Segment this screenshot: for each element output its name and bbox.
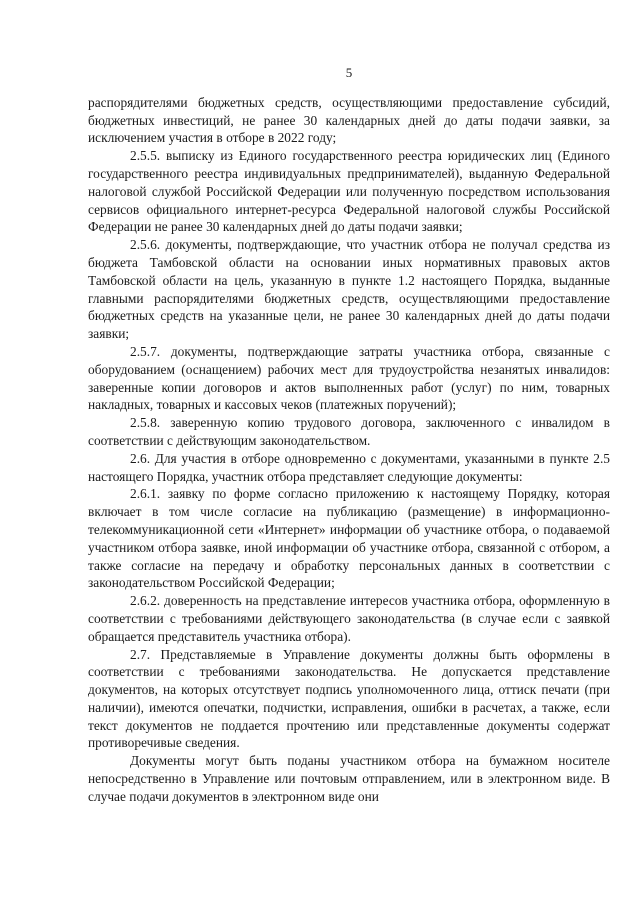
paragraph-2-5-6: 2.5.6. документы, подтверждающие, что участник отбора не получал средства из бюджета Тамбовской области на основании иных нормативных правовых актов Тамбовской области на цель, указанную в пункте 1.2 настоящего Порядка, выданные главными распорядителями бюджетных средств, осуществляющими предоставление бюджетных средств на указанные цели, не ранее 30 календарных дней до даты подачи заявки; <box>88 237 610 342</box>
paragraph-submission: Документы могут быть поданы участником отбора на бумажном носителе непосредственно в Управление или почтовым отправлением, или в электронном виде. В случае подачи документов в электронном виде они <box>88 753 610 804</box>
paragraph-2-5-7: 2.5.7. документы, подтверждающие затраты участника отбора, связанные с оборудованием (оснащением) рабочих мест для трудоустройства незанятых инвалидов: заверенные копии договоров и актов выполненных работ (услуг) по ним, товарных накладных, товарных и кассовых чеков (платежных поручений); <box>88 343 610 413</box>
paragraph-2-7: 2.7. Представляемые в Управление документы должны быть оформлены в соответствии с требованиями законодательства. Не допускается представление документов, на которых отсутствует подпись уполномоченного лица, оттиск печати (при наличии), имеются опечатки, подчистки, исправления, ошибки в расчетах, а также, если текст документов не поддается прочтению или представленные документы содержат противоречивые сведения. <box>88 646 610 751</box>
paragraph-2-6-1: 2.6.1. заявку по форме согласно приложению к настоящему Порядку, которая включает в том числе согласие на публикацию (размещение) в информационно-телекоммуникационной сети «Интернет» информации об участнике отбора, о подаваемой участником отбора заявке, иной информации об участнике отбора, связанной с отбором, а также согласие на передачу и обработку персональных данных в соответствии с законодательством Российской Федерации; <box>88 486 610 591</box>
page-number: 5 <box>345 65 353 80</box>
paragraph-2-6-2: 2.6.2. доверенность на представление интересов участника отбора, оформленную в соответствии с требованиями действующего законодательства (в случае если с заявкой обращается представитель участника отбора). <box>88 593 610 644</box>
paragraph-2-6: 2.6. Для участия в отборе одновременно с документами, указанными в пункте 2.5 настоящего Порядка, участник отбора представляет следующие документы: <box>88 450 610 484</box>
paragraph-2-5-5: 2.5.5. выписку из Единого государственного реестра юридических лиц (Единого государственного реестра индивидуальных предпринимателей), выданную Федеральной налоговой службой Российской Федерации или полученную посредством использования сервисов официального интернет-ресурса Федеральной налоговой службы Российской Федерации не ранее 30 календарных дней до даты подачи заявки; <box>88 148 610 235</box>
paragraph-continuation: распорядителями бюджетных средств, осуществляющими предоставление субсидий, бюджетных инвестиций, не ранее 30 календарных дней до даты подачи заявки, за исключением участия в отборе в 2022 году; <box>88 94 610 146</box>
paragraph-2-5-8: 2.5.8. заверенную копию трудового договора, заключенного с инвалидом в соответствии с действующим законодательством. <box>88 415 610 448</box>
